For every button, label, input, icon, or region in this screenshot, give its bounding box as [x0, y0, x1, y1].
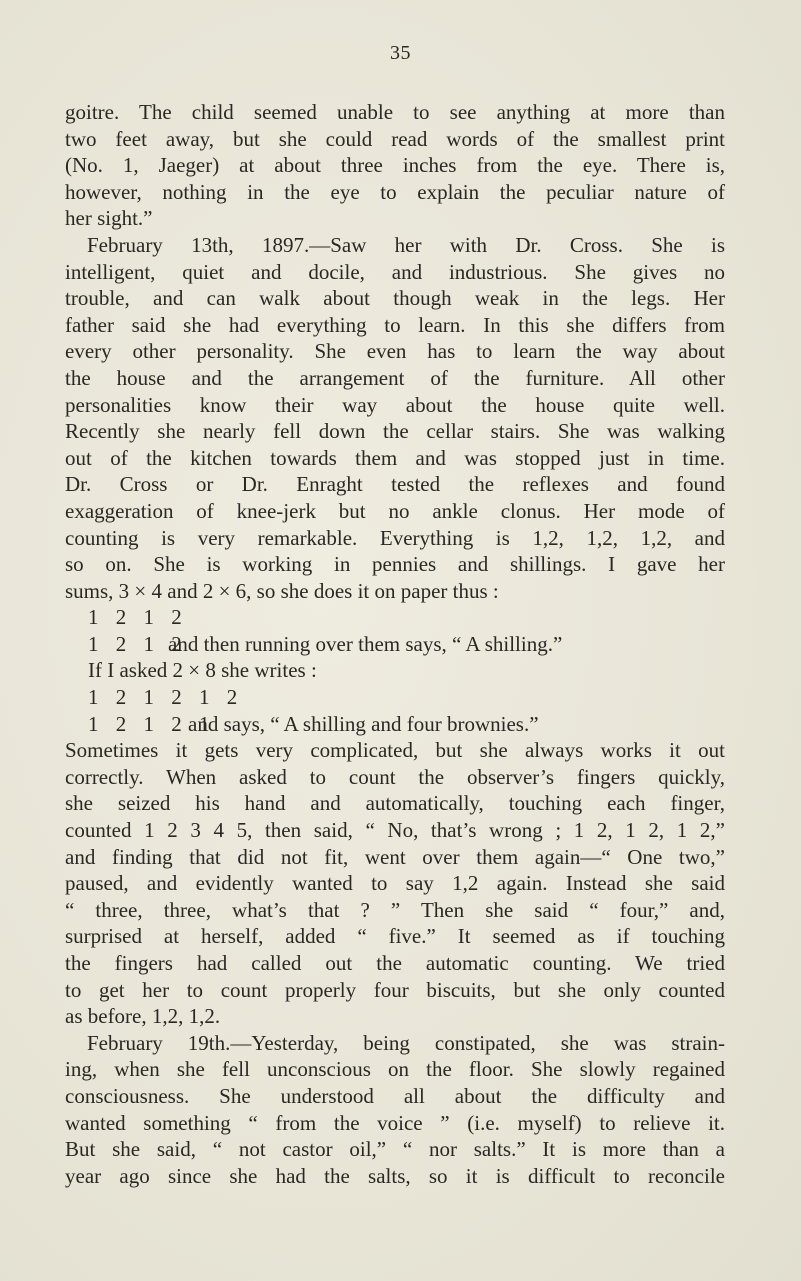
arithmetic-line	[65, 631, 725, 658]
text-line: trouble, and can walk about though weak in the legs. Her	[65, 286, 725, 311]
text-line: surprised at herself, added “ five.” It seemed as if touching	[65, 924, 725, 949]
text-line: ing, when she fell unconscious on the floor. She slowly regained	[65, 1057, 725, 1082]
text-line: out of the kitchen towards them and was stopped just in time.	[65, 445, 725, 470]
arithmetic-comment: and then running over them says, “ A shilling.”	[168, 631, 563, 656]
text-line: however, nothing in the eye to explain the peculiar nature of	[65, 179, 725, 204]
text-line: wanted something “ from the voice ” (i.e. myself) to relieve it.	[65, 1110, 725, 1135]
arithmetic-digits: 1 2 1 2 1	[88, 711, 216, 736]
text-line: as before, 1,2, 1,2.	[65, 1004, 221, 1029]
body-text	[65, 99, 725, 1189]
text-line: (No. 1, Jaeger) at about three inches from the eye. There is,	[65, 153, 725, 178]
text-line: she seized his hand and automatically, touching each finger,	[65, 791, 725, 816]
text-line: “ three, three, what’s that ? ” Then she said “ four,” and,	[65, 897, 725, 922]
page-number: 35	[390, 42, 411, 64]
paragraph-start-line: February 13th, 1897.—Saw her with Dr. Cross. She is	[87, 232, 725, 257]
text-line: goitre. The child seemed unable to see anything at more than	[65, 100, 725, 124]
text-line: to get her to count properly four biscuits, but she only counted	[65, 977, 725, 1002]
text-line: Recently she nearly fell down the cellar stairs. She was walking	[65, 419, 725, 444]
paragraph-start-line: February 19th.—Yesterday, being constipated, she was strain-	[87, 1030, 725, 1055]
text-line: exaggeration of knee-jerk but no ankle clonus. Her mode of	[65, 498, 725, 523]
text-line: the house and the arrangement of the furniture. All other	[65, 365, 725, 390]
text-line: father said she had everything to learn. In this she differs from	[65, 312, 725, 337]
text-line: sums, 3 × 4 and 2 × 6, so she does it on paper thus :	[65, 578, 499, 603]
arithmetic-digits: 1 2 1 2 1 2	[88, 685, 244, 710]
text-line: consciousness. She understood all about the difficulty and	[65, 1083, 725, 1108]
text-line: Dr. Cross or Dr. Enraght tested the reflexes and found	[65, 472, 725, 497]
text-line: and finding that did not fit, went over them again—“ One two,”	[65, 844, 725, 869]
text-line: correctly. When asked to count the observer’s fingers quickly,	[65, 764, 725, 789]
text-line: the fingers had called out the automatic counting. We tried	[65, 951, 725, 975]
text-line: paused, and evidently wanted to say 1,2 again. Instead she said	[65, 871, 725, 896]
arithmetic-digits: 1 2 1 2	[88, 631, 188, 656]
arithmetic-line	[65, 684, 725, 711]
arithmetic-comment: and says, “ A shilling and four brownies.”	[188, 711, 539, 736]
text-line: year ago since she had the salts, so it is difficult to reconcile	[65, 1163, 725, 1188]
text-line: personalities know their way about the house quite well.	[65, 392, 725, 417]
arithmetic-line	[65, 604, 725, 631]
text-line: intelligent, quiet and docile, and industrious. She gives no	[65, 259, 725, 284]
text-line: every other personality. She even has to learn the way about	[65, 339, 725, 364]
text-line: Sometimes it gets very complicated, but she always works it out	[65, 738, 725, 763]
text-line: counting is very remarkable. Everything is 1,2, 1,2, 1,2, and	[65, 525, 725, 550]
arithmetic-line	[65, 711, 725, 738]
text-line: counted 1 2 3 4 5, then said, “ No, that’s wrong ; 1 2, 1 2, 1 2,”	[65, 818, 725, 843]
text-line: But she said, “ not castor oil,” “ nor salts.” It is more than a	[65, 1137, 725, 1162]
arithmetic-digits: 1 2 1 2	[88, 605, 188, 630]
text-line: If I asked 2 × 8 she writes :	[88, 658, 317, 683]
text-line: her sight.”	[65, 206, 153, 231]
text-line: so on. She is working in pennies and shillings. I gave her	[65, 552, 725, 577]
text-line: two feet away, but she could read words of the smallest print	[65, 126, 725, 151]
